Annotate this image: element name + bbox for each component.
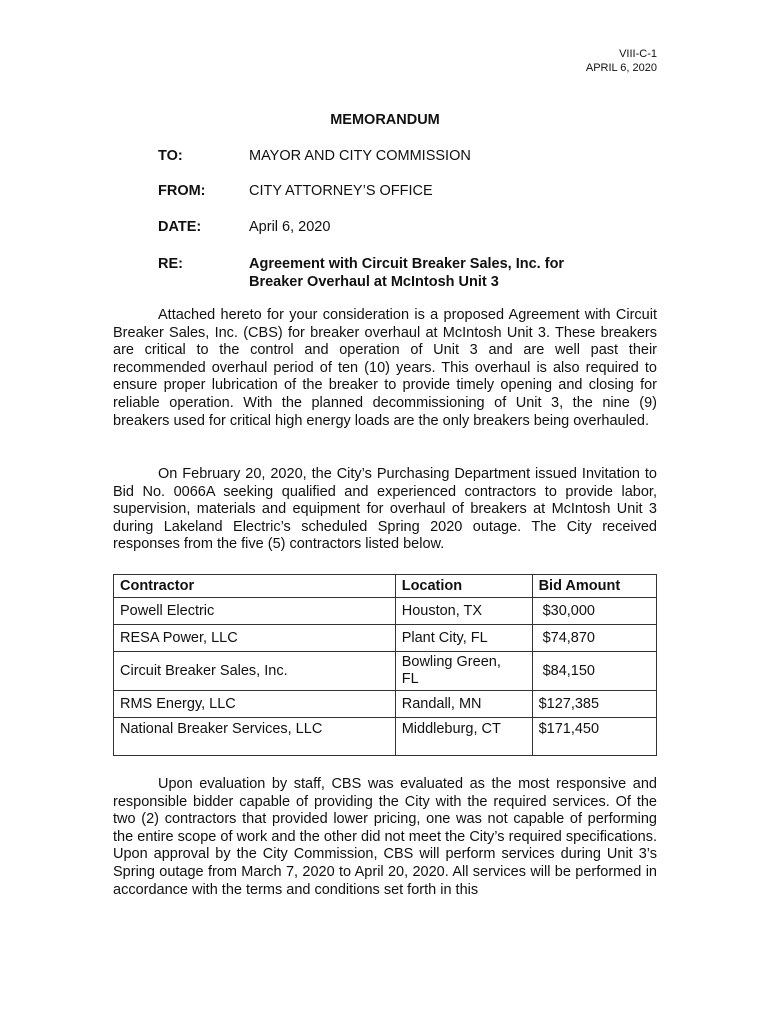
bid-table [113,574,657,756]
to-value: MAYOR AND CITY COMMISSION [249,148,471,164]
contractor-cell: National Breaker Services, LLC [114,718,396,756]
header-location: Location [395,575,532,598]
bid-table-header-row [114,575,657,598]
to-label: TO: [158,148,183,164]
location-cell: Middleburg, CT [395,718,532,756]
location-cell: Randall, MN [395,691,532,718]
table-row [114,691,657,718]
contractor-cell: RESA Power, LLC [114,625,396,652]
location-text: Bowling Green, FL [401,654,501,687]
header-bid-amount: Bid Amount [532,575,656,598]
paragraph-bid-invitation: On February 20, 2020, the City’s Purchasing Department issued Invitation to Bid No. 0066A seeking qualified and experienced contractors to provide labor, supervision, materials and equipment for overhaul of breakers at McIntosh Unit 3 during Lakeland Electric’s scheduled Spring 2020 outage. The City received responses from the five (5) contractors listed below. [113,466,657,553]
table-row [114,598,657,625]
bid-amount-cell: $171,450 [532,718,656,756]
table-row [114,625,657,652]
agenda-date: APRIL 6, 2020 [585,62,657,74]
from-label: FROM: [158,183,206,199]
location-cell [395,652,532,691]
memo-title: MEMORANDUM [330,112,440,128]
header-contractor: Contractor [114,575,396,598]
re-subject-line-1: Agreement with Circuit Breaker Sales, Inc. for [249,256,565,272]
contractor-cell: Circuit Breaker Sales, Inc. [114,652,396,691]
location-cell: Plant City, FL [395,625,532,652]
bid-amount-cell: $74,870 [532,625,656,652]
date-value: April 6, 2020 [249,219,331,235]
contractor-cell: RMS Energy, LLC [114,691,396,718]
contractor-cell: Powell Electric [114,598,396,625]
bid-amount-cell: $84,150 [532,652,656,691]
agenda-item-code: VIII-C-1 [619,48,657,60]
paragraph-intro: Attached hereto for your consideration is a proposed Agreement with Circuit Breaker Sales, Inc. (CBS) for breaker overhaul at McIntosh Unit 3. These breakers are critical to the control and operation of Unit 3 and are well past their recommended overhaul period of ten (10) years. This overhaul is also required to ensure proper lubrication of the breaker to provide timely opening and closing for reliable operation. With the planned decommissioning of Unit 3, the nine (9) breakers used for critical high energy loads are the only breakers being overhauled. [113,307,657,429]
paragraph-evaluation: Upon evaluation by staff, CBS was evaluated as the most responsive and responsible bidder capable of providing the City with the required services. Of the two (2) contractors that provided lower pricing, one was not capable of performing the entire scope of work and the other did not meet the City’s required specifications. Upon approval by the City Commission, CBS will perform services during Unit 3’s Spring outage from March 7, 2020 to April 20, 2020. All services will be performed in accordance with the terms and conditions set forth in this [113,776,657,898]
table-row [114,718,657,756]
re-subject-line-2: Breaker Overhaul at McIntosh Unit 3 [249,274,499,290]
document-reference [586,47,657,75]
date-label: DATE: [158,219,202,235]
bid-amount-cell: $30,000 [532,598,656,625]
bid-amount-cell: $127,385 [532,691,656,718]
from-value: CITY ATTORNEY’S OFFICE [249,183,433,199]
table-row [114,652,657,691]
location-cell: Houston, TX [395,598,532,625]
re-label: RE: [158,256,183,272]
